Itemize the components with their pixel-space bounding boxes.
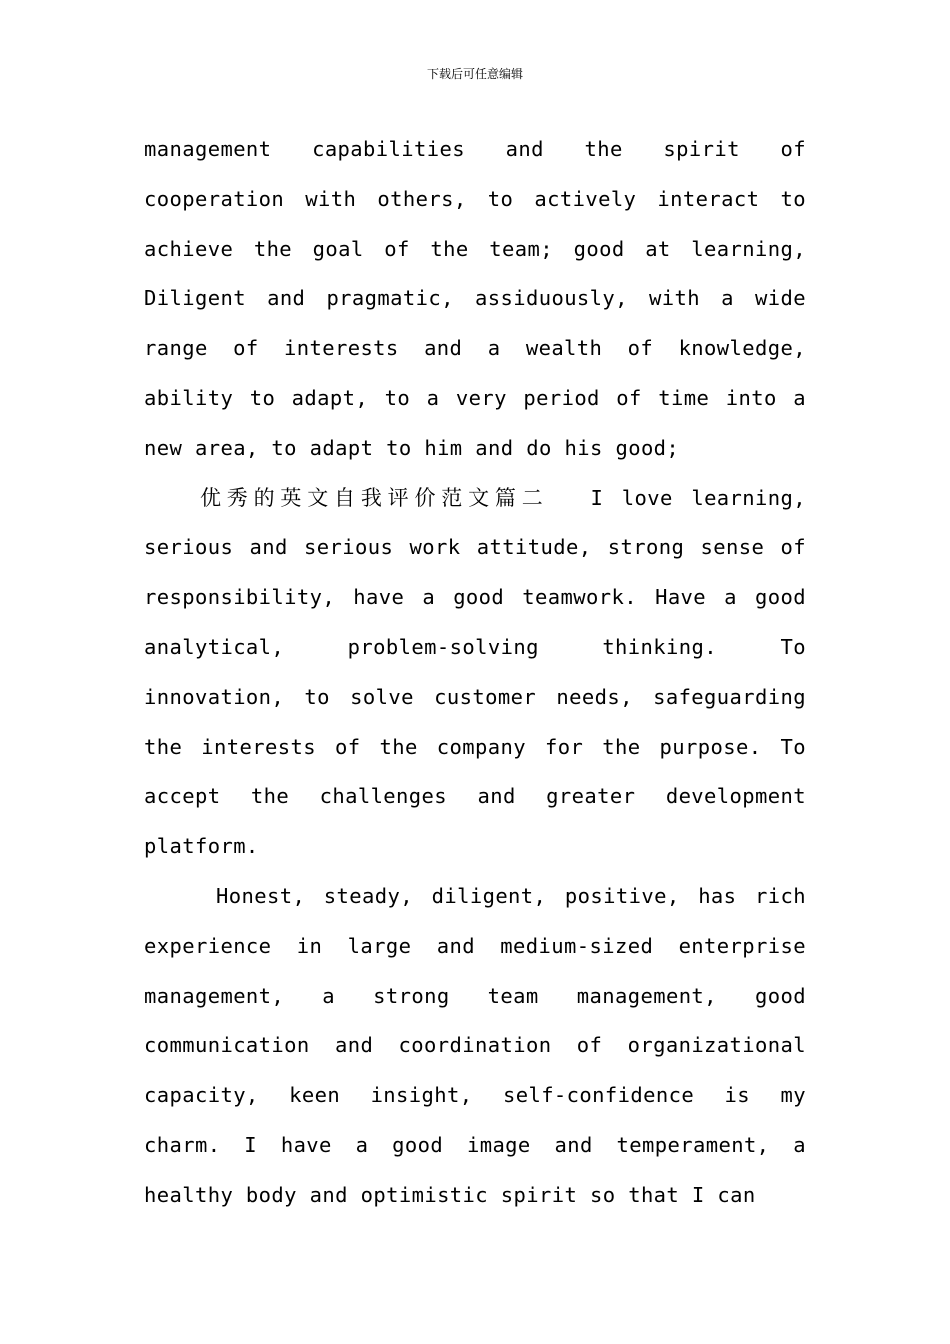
section-heading: 优秀的英文自我评价范文篇二 xyxy=(200,485,549,510)
paragraph-3: Honest, steady, diligent, positive, has rich experience in large and medium-sized enterprise management, a strong team management, good communication and coordination of organizational capacity, keen insight, self-confidence is my charm. I have a good image and temperament, a healthy body and optimistic spirit so that I can xyxy=(144,883,806,1207)
paragraph-2 xyxy=(144,474,806,872)
page-header: 下载后可任意编辑 xyxy=(426,67,523,81)
paragraph-1: management capabilities and the spirit of cooperation with others, to actively interact to achieve the goal of the team; good at learning, Diligent and pragmatic, assiduously, with a wide range of interests and a wealth of knowledge, ability to adapt, to a very period of time into a new area, to adapt to him and do his good; xyxy=(144,137,806,460)
document-body xyxy=(144,125,806,1221)
paragraph-2-text: I love learning, serious and serious work attitude, strong sense of responsibility, have a good teamwork. Have a good analytical, problem-solving thinking. To innovation, to solve customer needs, safeguarding the interests of the company for the purpose. To accept the challenges and greater development platform. xyxy=(144,485,807,859)
